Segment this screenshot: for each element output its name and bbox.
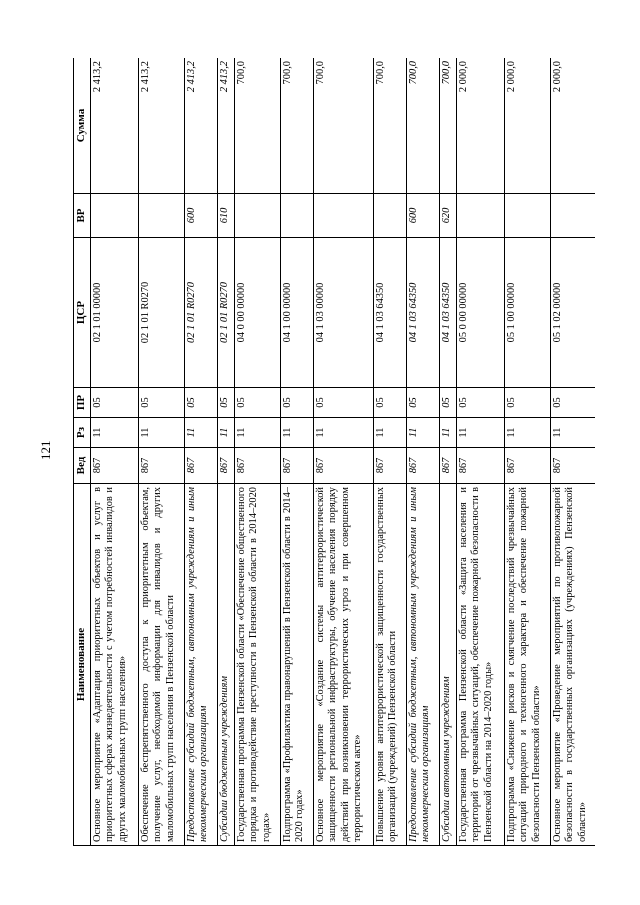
row-vr: 620 [440,194,457,238]
row-rz: 11 [185,418,218,448]
table-row [505,58,551,846]
row-csr: 02 1 01 R0270 [218,238,235,388]
row-ved: 867 [440,448,457,484]
row-pr: 05 [185,388,218,418]
row-ved: 867 [139,448,185,484]
row-rz: 11 [374,418,407,448]
row-csr: 02 1 01 00000 [91,238,139,388]
row-rz: 11 [91,418,139,448]
table-row [91,58,139,846]
row-csr: 04 1 03 64350 [407,238,440,388]
row-pr: 05 [139,388,185,418]
row-name: Государственная программа Пензенской области «Защита населения и территорий от чрезвычайных ситуаций, обеспечение пожарной безопасности в Пензенской области на 2014–2020 годы» [457,484,505,846]
table-row [440,58,457,846]
row-name: Предоставление субсидий бюджетным, автономным учреждениям и иным некоммерческим организациям [185,484,218,846]
row-name: Подпрограмма «Профилактика правонарушений в Пензенской области в 2014–2020 годах» [281,484,314,846]
row-csr: 04 1 00 00000 [281,238,314,388]
header-pr: ПР [74,388,91,418]
row-vr [457,194,505,238]
row-vr [505,194,551,238]
row-name: Субсидии автономным учреждениям [440,484,457,846]
row-sum: 2 000,0 [551,58,596,194]
row-name: Повышение уровня антитеррористической защищенности государственных организаций (учреждений) Пензенской области [374,484,407,846]
header-vr: ВР [74,194,91,238]
row-csr: 02 1 01 R0270 [139,238,185,388]
row-ved: 867 [551,448,596,484]
row-sum: 700,0 [374,58,407,194]
table-row [407,58,440,846]
table-row [235,58,281,846]
row-sum: 2 000,0 [457,58,505,194]
row-sum: 700,0 [440,58,457,194]
row-ved: 867 [374,448,407,484]
header-rz: Рз [74,418,91,448]
table-row [281,58,314,846]
row-rz: 11 [314,418,374,448]
row-rz: 11 [235,418,281,448]
row-name: Основное мероприятие «Адаптация приоритетных объектов и услуг в приоритетных сферах жизнедеятельности с учетом потребностей инвалидов и других маломобильных групп населения» [91,484,139,846]
row-csr: 04 0 00 00000 [235,238,281,388]
row-csr: 05 1 00 00000 [505,238,551,388]
row-name: Обеспечение беспрепятственного доступа к приоритетным объектам, получение услуг, необходимой информации для инвалидов и других маломобильных групп населения в Пензенской области [139,484,185,846]
table-row [185,58,218,846]
row-rz: 11 [139,418,185,448]
row-pr: 05 [314,388,374,418]
row-vr [235,194,281,238]
table-row [551,58,596,846]
row-ved: 867 [281,448,314,484]
row-name: Предоставление субсидий бюджетным, автономным учреждениям и иным некоммерческим организациям [407,484,440,846]
row-rz: 11 [407,418,440,448]
row-ved: 867 [91,448,139,484]
row-ved: 867 [235,448,281,484]
row-rz: 11 [281,418,314,448]
header-csr: ЦСР [74,238,91,388]
row-vr: 600 [185,194,218,238]
row-name: Основное мероприятие «Проведение мероприятий по противопожарной безопасности в государственных организациях (учреждениях) Пензенской области» [551,484,596,846]
row-sum: 2 413,2 [139,58,185,194]
row-rz: 11 [440,418,457,448]
table-row [139,58,185,846]
row-csr: 04 1 03 64350 [440,238,457,388]
row-csr: 05 0 00 00000 [457,238,505,388]
row-pr: 05 [440,388,457,418]
header-sum: Сумма [74,58,91,194]
row-ved: 867 [457,448,505,484]
row-name: Государственная программа Пензенской области «Обеспечение общественного порядка и противодействие преступности в Пензенской области в 2014–2020 годах» [235,484,281,846]
row-ved: 867 [185,448,218,484]
row-pr: 05 [551,388,596,418]
row-pr: 05 [374,388,407,418]
row-sum: 700,0 [281,58,314,194]
row-sum: 2 413,2 [218,58,235,194]
page-number: 121 [38,440,53,460]
row-pr: 05 [457,388,505,418]
table-row [374,58,407,846]
row-ved: 867 [218,448,235,484]
row-sum: 700,0 [407,58,440,194]
row-vr [314,194,374,238]
row-sum: 2 000,0 [505,58,551,194]
row-vr: 600 [407,194,440,238]
table-row [314,58,374,846]
row-sum: 2 413,2 [91,58,139,194]
row-pr: 05 [91,388,139,418]
row-rz: 11 [218,418,235,448]
row-vr [139,194,185,238]
row-sum: 700,0 [235,58,281,194]
row-vr [281,194,314,238]
table-header-row [74,58,91,846]
row-csr: 04 1 03 00000 [314,238,374,388]
row-ved: 867 [314,448,374,484]
header-ved: Вед [74,448,91,484]
row-pr: 05 [505,388,551,418]
row-csr: 02 1 01 R0270 [185,238,218,388]
row-name: Основное мероприятие «Создание системы антитеррористической защищенности региональной инфраструктуры, обучение населения порядку действий при возникновении террористических угроз и при совершенном террористическом акте» [314,484,374,846]
row-vr [551,194,596,238]
row-pr: 05 [235,388,281,418]
budget-table [73,58,595,846]
row-rz: 11 [505,418,551,448]
row-sum: 2 413,2 [185,58,218,194]
table-container [73,58,595,846]
row-rz: 11 [551,418,596,448]
row-pr: 05 [281,388,314,418]
table-row [457,58,505,846]
row-rz: 11 [457,418,505,448]
row-sum: 700,0 [314,58,374,194]
row-ved: 867 [505,448,551,484]
row-name: Субсидии бюджетным учреждениям [218,484,235,846]
row-csr: 05 1 02 00000 [551,238,596,388]
row-vr [374,194,407,238]
header-name: Наименование [74,484,91,846]
row-csr: 04 1 03 64350 [374,238,407,388]
row-name: Подпрограмма «Снижение рисков и смягчение последствий чрезвычайных ситуаций природного и техногенного характера и обеспечение пожарной безопасности Пензенской области» [505,484,551,846]
row-pr: 05 [407,388,440,418]
row-vr [91,194,139,238]
row-pr: 05 [218,388,235,418]
row-ved: 867 [407,448,440,484]
table-row [218,58,235,846]
row-vr: 610 [218,194,235,238]
